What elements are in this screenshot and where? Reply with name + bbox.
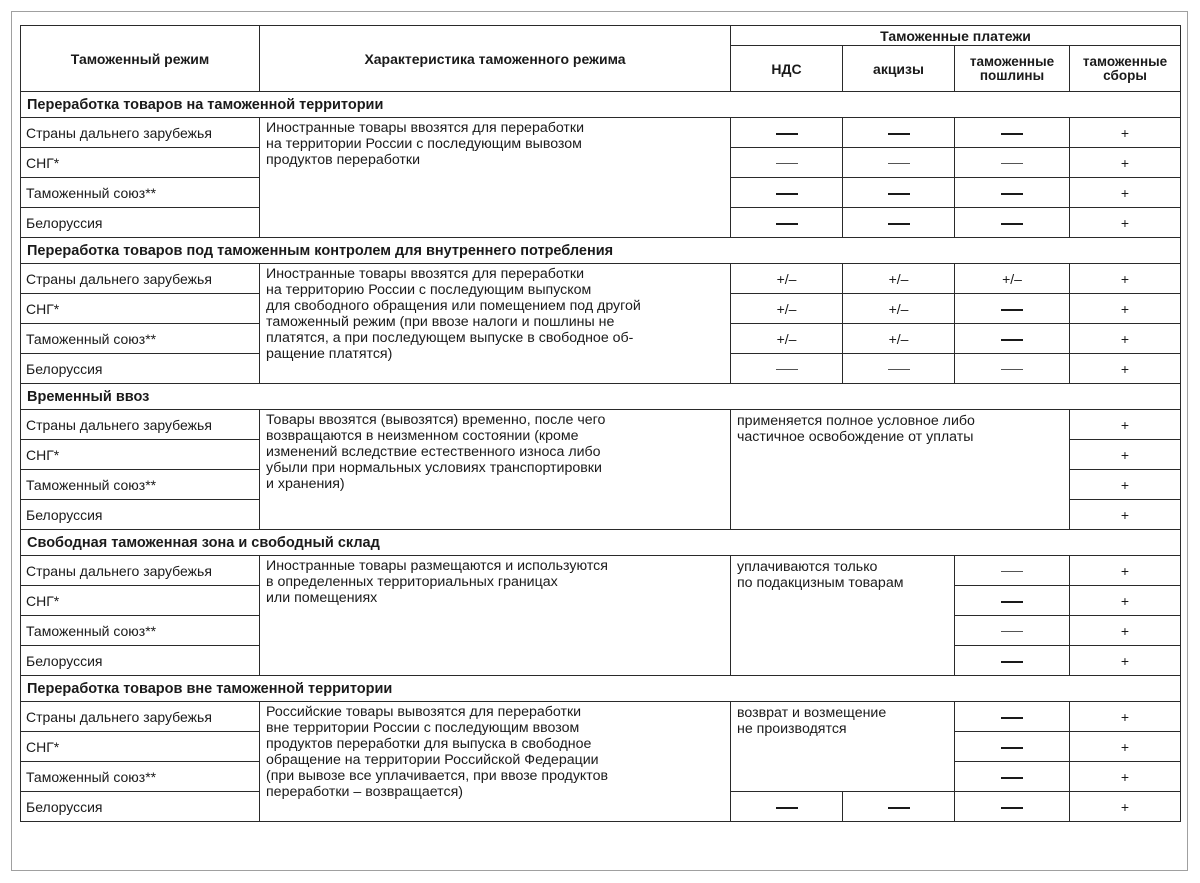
cell-duties xyxy=(955,556,1070,586)
text-line: убыли при нормальных условиях транспортировки xyxy=(266,460,602,476)
cell-duties xyxy=(955,324,1070,354)
mode-cu: Таможенный союз** xyxy=(21,616,260,646)
text-line: (при вывозе все уплачивается, при ввозе продуктов xyxy=(266,768,609,784)
dash-mark xyxy=(888,163,910,164)
text-line: для свободного обращения или помещением под другой xyxy=(266,298,641,314)
cell-fees: + xyxy=(1070,646,1181,676)
text-line: на территорию России с последующим выпуском xyxy=(266,282,592,298)
mode-by: Белоруссия xyxy=(21,646,260,676)
text-line: вне территории России с последующим ввозом xyxy=(266,720,580,736)
cell-fees: + xyxy=(1070,556,1181,586)
dash-mark xyxy=(1001,369,1023,370)
text-line: Иностранные товары размещаются и используются xyxy=(266,558,608,574)
cell-excise xyxy=(843,354,955,384)
mode-by: Белоруссия xyxy=(21,208,260,238)
regime-description xyxy=(260,410,731,530)
regime-description xyxy=(260,118,731,238)
text-line: таможенный режим (при ввозе налоги и пошлины не xyxy=(266,314,615,330)
cell-duties xyxy=(955,702,1070,732)
cell-excise: +/– xyxy=(843,264,955,294)
dash-mark xyxy=(1001,193,1023,195)
header-payments: Таможенные платежи xyxy=(731,26,1181,46)
dash-mark xyxy=(1001,309,1023,311)
text-line: обращение на территории Российской Федерации xyxy=(266,752,599,768)
cell-fees: + xyxy=(1070,586,1181,616)
cell-excise xyxy=(843,792,955,822)
section-title: Переработка товаров вне таможенной территории xyxy=(21,676,1181,702)
text-line: Товары ввозятся (вывозятся) временно, после чего xyxy=(266,412,606,428)
cell-fees: + xyxy=(1070,410,1181,440)
table-row xyxy=(21,264,1181,294)
cell-excise: +/– xyxy=(843,294,955,324)
cell-duties xyxy=(955,732,1070,762)
text-line: ращение платятся) xyxy=(266,346,393,362)
cell-duties xyxy=(955,148,1070,178)
dash-mark xyxy=(888,807,910,809)
dash-mark xyxy=(776,369,798,370)
text-line: не производятся xyxy=(737,721,847,737)
cell-duties xyxy=(955,646,1070,676)
cell-fees: + xyxy=(1070,616,1181,646)
cell-fees: + xyxy=(1070,354,1181,384)
dash-mark xyxy=(776,133,798,135)
cell-excise xyxy=(843,118,955,148)
mode-cu: Таможенный союз** xyxy=(21,324,260,354)
cell-fees: + xyxy=(1070,118,1181,148)
mode-cu: Таможенный союз** xyxy=(21,178,260,208)
mode-cis: СНГ* xyxy=(21,294,260,324)
table-row xyxy=(21,410,1181,440)
dash-mark xyxy=(1001,747,1023,749)
header-vat: НДС xyxy=(731,46,843,92)
cell-excise xyxy=(843,148,955,178)
mode-by: Белоруссия xyxy=(21,500,260,530)
mode-by: Белоруссия xyxy=(21,354,260,384)
mode-far: Страны дальнего зарубежья xyxy=(21,410,260,440)
cell-duties xyxy=(955,208,1070,238)
cell-excise: +/– xyxy=(843,324,955,354)
cell-duties xyxy=(955,178,1070,208)
text-line: в определенных территориальных границах xyxy=(266,574,558,590)
header-excise: акцизы xyxy=(843,46,955,92)
dash-mark xyxy=(1001,661,1023,663)
dash-mark xyxy=(1001,631,1023,632)
dash-mark xyxy=(1001,807,1023,809)
text-line: Российские товары вывозятся для переработки xyxy=(266,704,582,720)
cell-vat xyxy=(731,792,843,822)
regime-description xyxy=(260,264,731,384)
text-line: и хранения) xyxy=(266,476,345,492)
payments-note xyxy=(731,410,1070,530)
text-line: Иностранные товары ввозятся для переработки xyxy=(266,266,585,282)
regime-description xyxy=(260,556,731,676)
section-title: Переработка товаров на таможенной территории xyxy=(21,92,1181,118)
text-line: возврат и возмещение xyxy=(737,705,887,721)
cell-vat: +/– xyxy=(731,324,843,354)
dash-mark xyxy=(776,807,798,809)
cell-vat: +/– xyxy=(731,264,843,294)
header-mode: Таможенный режим xyxy=(21,26,260,92)
cell-fees: + xyxy=(1070,792,1181,822)
section-title: Свободная таможенная зона и свободный склад xyxy=(21,530,1181,556)
cell-fees: + xyxy=(1070,470,1181,500)
text-line: по подакцизным товарам xyxy=(737,575,904,591)
cell-fees: + xyxy=(1070,148,1181,178)
mode-by: Белоруссия xyxy=(21,792,260,822)
cell-fees: + xyxy=(1070,762,1181,792)
mode-cis: СНГ* xyxy=(21,732,260,762)
section-title: Переработка товаров под таможенным контролем для внутреннего потребления xyxy=(21,238,1181,264)
cell-excise xyxy=(843,208,955,238)
mode-cis: СНГ* xyxy=(21,440,260,470)
cell-duties xyxy=(955,354,1070,384)
payments-note xyxy=(731,556,955,676)
cell-vat xyxy=(731,354,843,384)
mode-cis: СНГ* xyxy=(21,586,260,616)
cell-duties xyxy=(955,762,1070,792)
cell-duties xyxy=(955,792,1070,822)
cell-fees: + xyxy=(1070,294,1181,324)
mode-far: Страны дальнего зарубежья xyxy=(21,264,260,294)
mode-far: Страны дальнего зарубежья xyxy=(21,556,260,586)
dash-mark xyxy=(888,369,910,370)
mode-cu: Таможенный союз** xyxy=(21,470,260,500)
cell-duties xyxy=(955,294,1070,324)
cell-duties xyxy=(955,616,1070,646)
text-line: Иностранные товары ввозятся для переработки xyxy=(266,120,585,136)
header-duties: таможенные пошлины xyxy=(955,46,1070,92)
text-line: продуктов переработки для выпуска в свободное xyxy=(266,736,592,752)
text-line: на территории России с последующим вывозом xyxy=(266,136,582,152)
text-line: уплачиваются только xyxy=(737,559,878,575)
text-line: продуктов переработки xyxy=(266,152,421,168)
dash-mark xyxy=(1001,339,1023,341)
mode-cis: СНГ* xyxy=(21,148,260,178)
text-line: или помещениях xyxy=(266,590,378,606)
table-row xyxy=(21,118,1181,148)
dash-mark xyxy=(1001,601,1023,603)
cell-vat: +/– xyxy=(731,294,843,324)
cell-vat xyxy=(731,148,843,178)
cell-fees: + xyxy=(1070,264,1181,294)
cell-fees: + xyxy=(1070,324,1181,354)
text-line: изменений вследствие естественного износа либо xyxy=(266,444,601,460)
dash-mark xyxy=(888,223,910,225)
table-row xyxy=(21,556,1181,586)
customs-regimes-table xyxy=(20,25,1181,822)
cell-duties xyxy=(955,586,1070,616)
dash-mark xyxy=(1001,223,1023,225)
text-line: применяется полное условное либо xyxy=(737,413,975,429)
cell-fees: + xyxy=(1070,178,1181,208)
mode-far: Страны дальнего зарубежья xyxy=(21,702,260,732)
dash-mark xyxy=(1001,717,1023,719)
dash-mark xyxy=(888,133,910,135)
section-title: Временный ввоз xyxy=(21,384,1181,410)
dash-mark xyxy=(1001,571,1023,572)
dash-mark xyxy=(1001,777,1023,779)
header-characteristic: Характеристика таможенного режима xyxy=(260,26,731,92)
text-line: платятся, а при последующем выпуске в свободное об- xyxy=(266,330,634,346)
mode-far: Страны дальнего зарубежья xyxy=(21,118,260,148)
text-line: частичное освобождение от уплаты xyxy=(737,429,974,445)
cell-duties: +/– xyxy=(955,264,1070,294)
header-fees: таможенные сборы xyxy=(1070,46,1181,92)
dash-mark xyxy=(776,163,798,164)
cell-vat xyxy=(731,118,843,148)
dash-mark xyxy=(1001,163,1023,164)
mode-cu: Таможенный союз** xyxy=(21,762,260,792)
table-row xyxy=(21,702,1181,732)
dash-mark xyxy=(1001,133,1023,135)
cell-duties xyxy=(955,118,1070,148)
text-line: возвращаются в неизменном состоянии (кроме xyxy=(266,428,579,444)
dash-mark xyxy=(888,193,910,195)
cell-fees: + xyxy=(1070,732,1181,762)
cell-fees: + xyxy=(1070,208,1181,238)
dash-mark xyxy=(776,223,798,225)
cell-vat xyxy=(731,208,843,238)
cell-fees: + xyxy=(1070,702,1181,732)
regime-description xyxy=(260,702,731,822)
cell-vat xyxy=(731,178,843,208)
cell-fees: + xyxy=(1070,440,1181,470)
dash-mark xyxy=(776,193,798,195)
cell-fees: + xyxy=(1070,500,1181,530)
text-line: переработки – возвращается) xyxy=(266,784,463,800)
payments-note xyxy=(731,702,955,792)
cell-excise xyxy=(843,178,955,208)
